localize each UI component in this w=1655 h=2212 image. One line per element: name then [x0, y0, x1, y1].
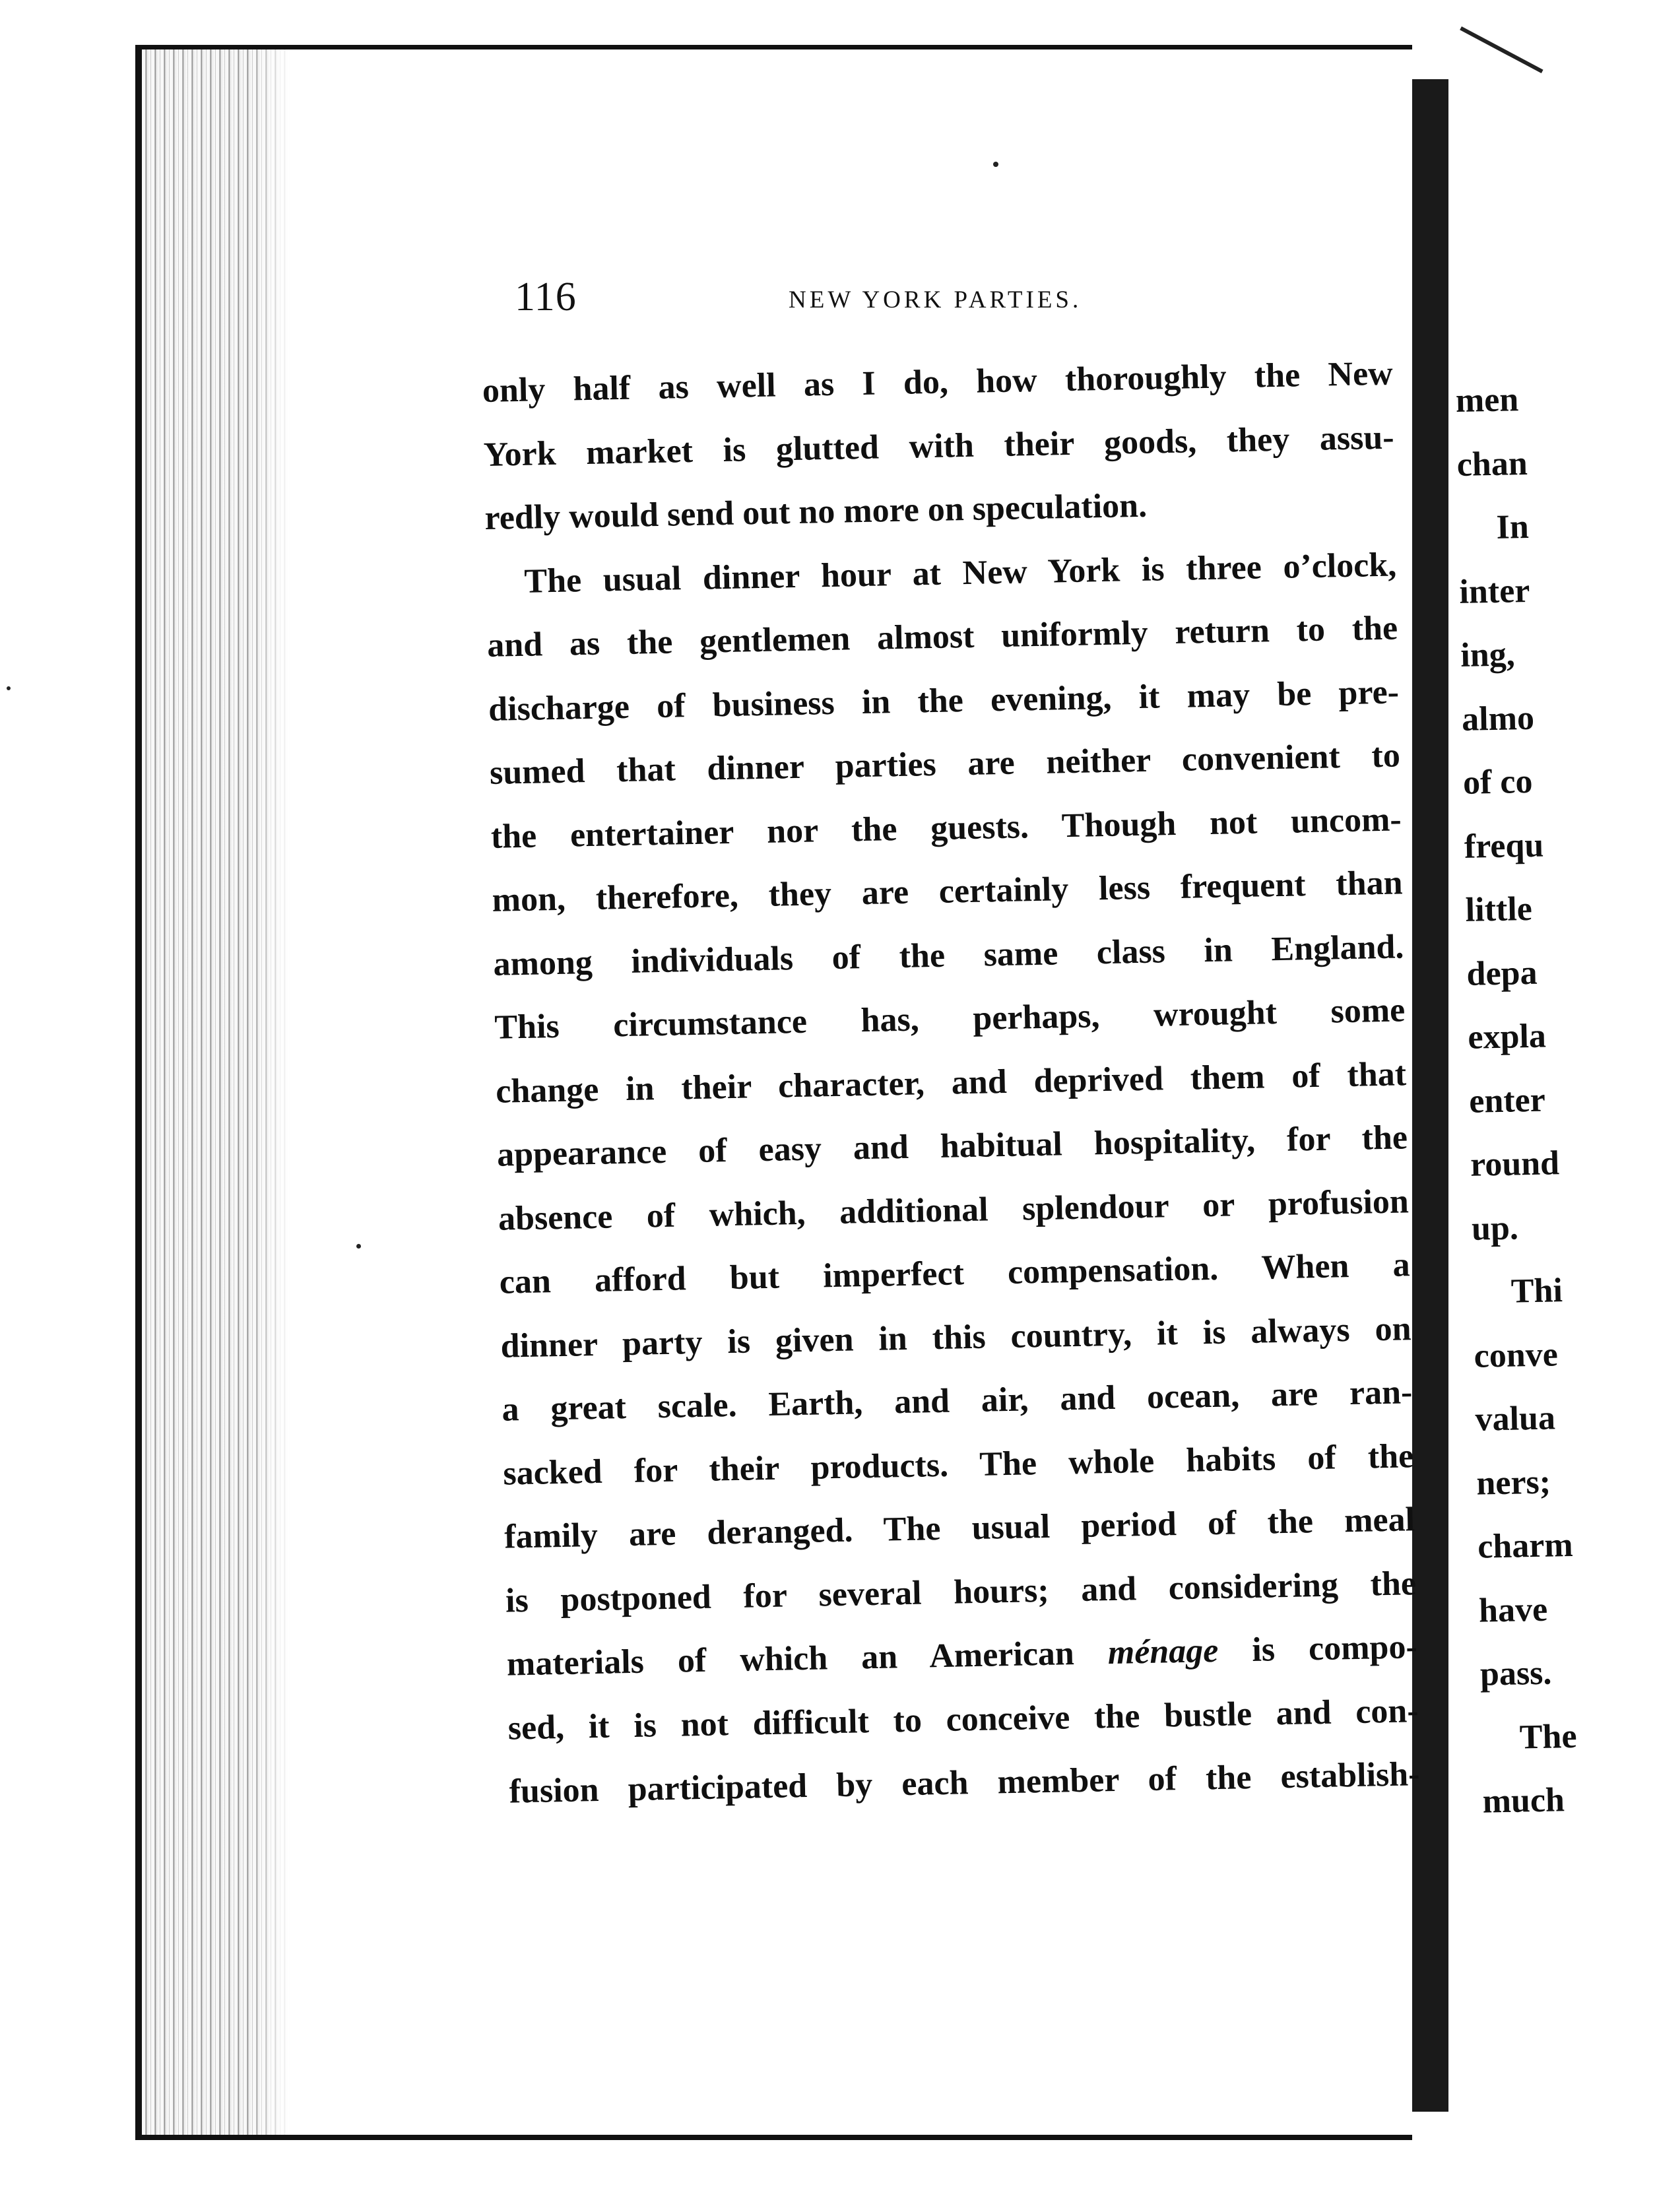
right-text-line: expla [1467, 1017, 1547, 1057]
text-line: sed, it is not difficult to conceive the bustle and con- [507, 1691, 1419, 1747]
page-edge-fade [251, 49, 290, 2135]
right-text-line: frequ [1464, 826, 1544, 866]
text-line: discharge of business in the evening, it may be pre- [488, 672, 1400, 729]
right-text-line: The [1519, 1717, 1578, 1756]
text-line: absence of which, additional splendour or profusion [498, 1182, 1410, 1238]
right-text-line: ners; [1476, 1463, 1551, 1503]
text-line: is postponed for several hours; and considering the [505, 1564, 1417, 1620]
text-line: This circumstance has, perhaps, wrought some [494, 991, 1406, 1047]
text-line: the entertainer nor the guests. Though not uncom- [490, 800, 1402, 856]
text-line: York market is glutted with their goods, they assu- [483, 418, 1395, 474]
text-line: appearance of easy and habitual hospitality, for the [496, 1119, 1408, 1174]
text-line: among individuals of the same class in England. [493, 927, 1404, 983]
right-text-line: up. [1471, 1208, 1519, 1248]
paragraph-start-line: The usual dinner hour at New York is three o’clock, [523, 545, 1397, 601]
italic-word: ménage [1107, 1631, 1219, 1672]
text-line: a great scale. Earth, and air, and ocean, are ran- [502, 1373, 1413, 1429]
right-text-line: depa [1466, 954, 1538, 993]
text-line: change in their character, and deprived them of that [495, 1055, 1407, 1111]
right-text-line: much [1482, 1781, 1565, 1821]
right-text-line: round [1470, 1144, 1560, 1184]
right-text-line: enter [1468, 1081, 1546, 1121]
left-page-body-text [482, 342, 1420, 1825]
ink-fleck [993, 162, 998, 167]
right-text-line: In [1496, 507, 1530, 546]
text-line: and as the gentlemen almost uniformly return to the [486, 609, 1398, 665]
text-line: can afford but imperfect compensation. When a [499, 1246, 1411, 1301]
right-text-line: have [1478, 1590, 1548, 1630]
page-number: 116 [515, 275, 577, 319]
right-text-line: men [1455, 381, 1519, 420]
right-text-line: chan [1456, 444, 1528, 484]
text-line: materials of which an American ménage is compo- [506, 1628, 1418, 1683]
right-text-line: of co [1462, 762, 1533, 802]
right-text-line: little [1465, 890, 1533, 929]
ink-fleck [356, 1244, 361, 1249]
right-text-line: almo [1461, 699, 1535, 738]
text-line: sumed that dinner parties are neither convenient to [489, 736, 1401, 792]
right-text-line: conve [1474, 1335, 1559, 1375]
running-head-title: NEW YORK PARTIES. [789, 286, 1082, 313]
right-text-line: ing, [1460, 635, 1516, 674]
text-line: sacked for their products. The whole habits of the [502, 1437, 1414, 1493]
right-text-line: valua [1475, 1399, 1556, 1439]
text-line: dinner party is given in this country, it is always on [500, 1309, 1412, 1365]
right-text-line: charm [1477, 1526, 1574, 1566]
ink-fleck [7, 686, 11, 690]
text-line: mon, therefore, they are certainly less frequent than [492, 864, 1404, 919]
text-line: family are deranged. The usual period of the meal [503, 1501, 1415, 1556]
text-line: only half as well as I do, how thoroughly the New [482, 354, 1394, 410]
book-gutter [1412, 79, 1448, 2112]
right-text-line: inter [1458, 571, 1530, 611]
text-line: redly would send out no more on speculation. [484, 486, 1148, 537]
right-text-line: Thi [1510, 1272, 1563, 1311]
running-head [515, 274, 1399, 327]
right-text-line: pass. [1479, 1654, 1552, 1693]
right-page-partial-text [1455, 366, 1655, 1834]
text-line: fusion participated by each member of the establish- [509, 1755, 1420, 1811]
